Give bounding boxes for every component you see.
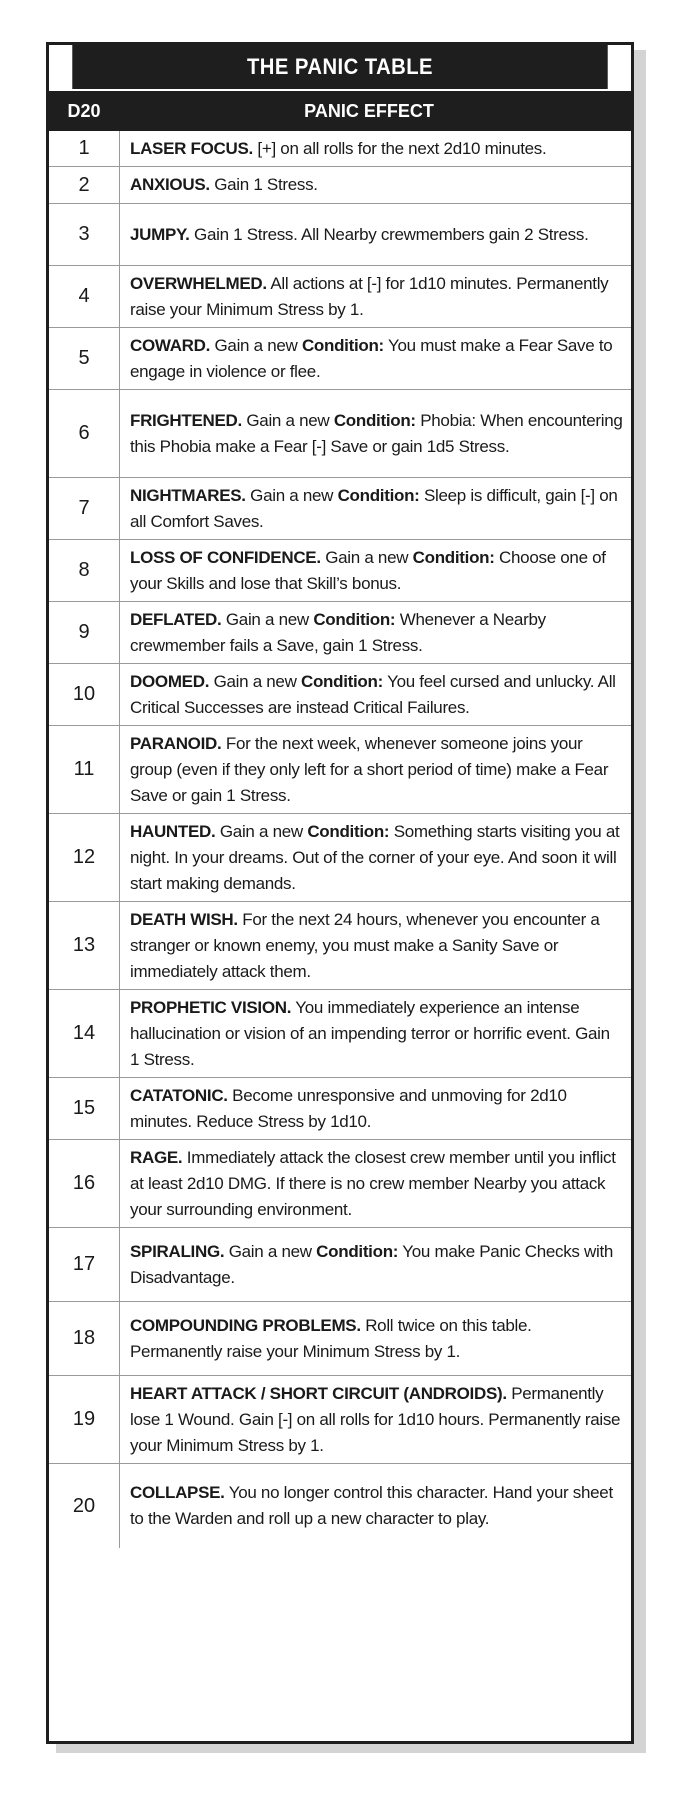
- table-row: [49, 540, 631, 602]
- effect-name: COWARD.: [130, 335, 211, 355]
- roll-number: 20: [49, 1464, 120, 1548]
- effect-text: Immediately attack the closest crew member until you inflict at least 2d10 DMG. If there is no crew member Nearby you attack your surrounding environment.: [130, 1147, 616, 1219]
- table-row: [49, 204, 631, 266]
- effect-name: OVERWHELMED.: [130, 273, 267, 293]
- panic-effect: [120, 390, 631, 477]
- panic-effect: [120, 540, 631, 601]
- panic-effect: [120, 167, 631, 203]
- effect-text: All actions at [-] for 1d10 minutes. Permanently raise your Minimum Stress by 1.: [130, 273, 609, 319]
- roll-number: 5: [49, 328, 120, 389]
- effect-name: DEFLATED.: [130, 609, 222, 629]
- effect-text: Gain 1 Stress. All Nearby crewmembers gain 2 Stress.: [194, 224, 589, 244]
- effect-prefix: Gain a new: [325, 547, 409, 567]
- effect-prefix: Gain a new: [228, 1241, 312, 1261]
- panic-effect: [120, 902, 631, 989]
- effect-name: COLLAPSE.: [130, 1483, 225, 1502]
- effect-name: CATATONIC.: [130, 1085, 228, 1105]
- effect-prefix: Gain a new: [250, 485, 334, 505]
- panic-effect: [120, 1228, 631, 1301]
- effect-text: Phobia: When encountering this Phobia make a Fear [-] Save or gain 1d5 Stress.: [130, 410, 623, 456]
- panic-effect: [120, 726, 631, 813]
- table-row: [49, 266, 631, 328]
- table-body: [49, 131, 631, 1741]
- panic-effect: [120, 131, 631, 166]
- effect-name: RAGE.: [130, 1147, 183, 1167]
- effect-name: PARANOID.: [130, 733, 222, 753]
- condition-label: Condition:: [313, 609, 396, 629]
- effect-text: Choose one of your Skills and lose that Skill’s bonus.: [130, 547, 606, 593]
- panic-effect: [120, 1376, 631, 1463]
- effect-prefix: Gain a new: [246, 410, 330, 430]
- effect-text: Sleep is difficult, gain [-] on all Comfort Saves.: [130, 485, 618, 531]
- roll-number: 7: [49, 478, 120, 539]
- effect-text: For the next 24 hours, whenever you encounter a stranger or known enemy, you must make a Sanity Save or immediately attack them.: [130, 909, 600, 981]
- roll-number: 1: [49, 131, 120, 166]
- table-row: [49, 1228, 631, 1302]
- roll-number: 13: [49, 902, 120, 989]
- table-row: [49, 990, 631, 1078]
- panic-effect: [120, 1464, 631, 1548]
- table-row: [49, 814, 631, 902]
- effect-text: [+] on all rolls for the next 2d10 minutes.: [257, 138, 547, 158]
- table-title: THE PANIC TABLE: [72, 45, 607, 89]
- roll-number: 2: [49, 167, 120, 203]
- condition-label: Condition:: [412, 547, 495, 567]
- panic-effect: [120, 1302, 631, 1375]
- effect-text: Something starts visiting you at night. In your dreams. Out of the corner of your eye. And soon it will start making demands.: [130, 821, 620, 893]
- roll-number: 18: [49, 1302, 120, 1375]
- effect-prefix: Gain a new: [219, 821, 303, 841]
- table-header: [49, 89, 631, 131]
- panic-effect: [120, 602, 631, 663]
- effect-name: DOOMED.: [130, 671, 210, 691]
- table-row: [49, 328, 631, 390]
- roll-number: 19: [49, 1376, 120, 1463]
- roll-number: 4: [49, 266, 120, 327]
- roll-number: 15: [49, 1078, 120, 1139]
- effect-text: You immediately experience an intense hallucination or vision of an impending terror or horrific event. Gain 1 Stress.: [130, 997, 610, 1069]
- effect-name: HAUNTED.: [130, 821, 216, 841]
- table-row: [49, 902, 631, 990]
- table-row: [49, 602, 631, 664]
- effect-text: You must make a Fear Save to engage in violence or flee.: [130, 335, 613, 381]
- table-row: [49, 1078, 631, 1140]
- roll-number: 11: [49, 726, 120, 813]
- condition-label: Condition:: [301, 671, 383, 691]
- panic-effect: [120, 814, 631, 901]
- effect-name: DEATH WISH.: [130, 909, 238, 929]
- effect-text: Roll twice on this table. Permanently raise your Minimum Stress by 1.: [130, 1315, 532, 1361]
- roll-number: 9: [49, 602, 120, 663]
- panic-effect: [120, 1078, 631, 1139]
- roll-number: 3: [49, 204, 120, 265]
- panic-table: [46, 42, 634, 1744]
- roll-number: 8: [49, 540, 120, 601]
- table-row: [49, 1140, 631, 1228]
- roll-number: 16: [49, 1140, 120, 1227]
- effect-name: NIGHTMARES.: [130, 485, 246, 505]
- effect-text: You make Panic Checks with Disadvantage.: [130, 1241, 614, 1287]
- effect-name: LOSS OF CONFIDENCE.: [130, 547, 321, 567]
- condition-label: Condition:: [307, 821, 390, 841]
- effect-text: Whenever a Nearby crewmember fails a Save, gain 1 Stress.: [130, 609, 546, 655]
- effect-text: Gain 1 Stress.: [214, 175, 318, 194]
- panic-effect: [120, 266, 631, 327]
- effect-text: For the next week, whenever someone joins your group (even if they only left for a short period of time) make a Fear Save or gain 1 Stress.: [130, 733, 609, 805]
- effect-text: Permanently lose 1 Wound. Gain [-] on all rolls for 1d10 hours. Permanently raise your Minimum Stress by 1.: [130, 1383, 621, 1455]
- effect-prefix: Gain a new: [214, 335, 298, 355]
- column-header-roll: D20: [67, 100, 101, 121]
- table-row: [49, 478, 631, 540]
- effect-name: PROPHETIC VISION.: [130, 997, 292, 1017]
- roll-number: 12: [49, 814, 120, 901]
- condition-label: Condition:: [337, 485, 420, 505]
- roll-number: 10: [49, 664, 120, 725]
- effect-name: JUMPY.: [130, 224, 190, 244]
- condition-label: Condition:: [316, 1241, 399, 1261]
- panic-effect: [120, 1140, 631, 1227]
- roll-number: 14: [49, 990, 120, 1077]
- table-row: [49, 131, 631, 167]
- table-row: [49, 726, 631, 814]
- panic-effect: [120, 204, 631, 265]
- panic-effect: [120, 664, 631, 725]
- effect-prefix: Gain a new: [213, 671, 297, 691]
- effect-name: SPIRALING.: [130, 1241, 225, 1261]
- effect-name: HEART ATTACK / SHORT CIRCUIT (ANDROIDS).: [130, 1383, 507, 1403]
- effect-text: You feel cursed and unlucky. All Critical Successes are instead Critical Failures.: [130, 671, 616, 717]
- column-header-effect: PANIC EFFECT: [304, 100, 434, 121]
- effect-name: FRIGHTENED.: [130, 410, 242, 430]
- effect-text: Become unresponsive and unmoving for 2d10 minutes. Reduce Stress by 1d10.: [130, 1085, 567, 1131]
- table-row: [49, 1376, 631, 1464]
- panic-effect: [120, 990, 631, 1077]
- table-row: [49, 1302, 631, 1376]
- panic-effect: [120, 478, 631, 539]
- table-row: [49, 167, 631, 204]
- table-row: [49, 664, 631, 726]
- table-row: [49, 390, 631, 478]
- roll-number: 6: [49, 390, 120, 477]
- condition-label: Condition:: [301, 335, 384, 355]
- effect-name: LASER FOCUS.: [130, 138, 253, 158]
- condition-label: Condition:: [333, 410, 416, 430]
- effect-text: You no longer control this character. Hand your sheet to the Warden and roll up a new character to play.: [130, 1483, 613, 1528]
- effect-name: COMPOUNDING PROBLEMS.: [130, 1315, 361, 1335]
- table-row: [49, 1464, 631, 1548]
- effect-name: ANXIOUS.: [130, 175, 210, 194]
- panic-effect: [120, 328, 631, 389]
- effect-prefix: Gain a new: [225, 609, 309, 629]
- roll-number: 17: [49, 1228, 120, 1301]
